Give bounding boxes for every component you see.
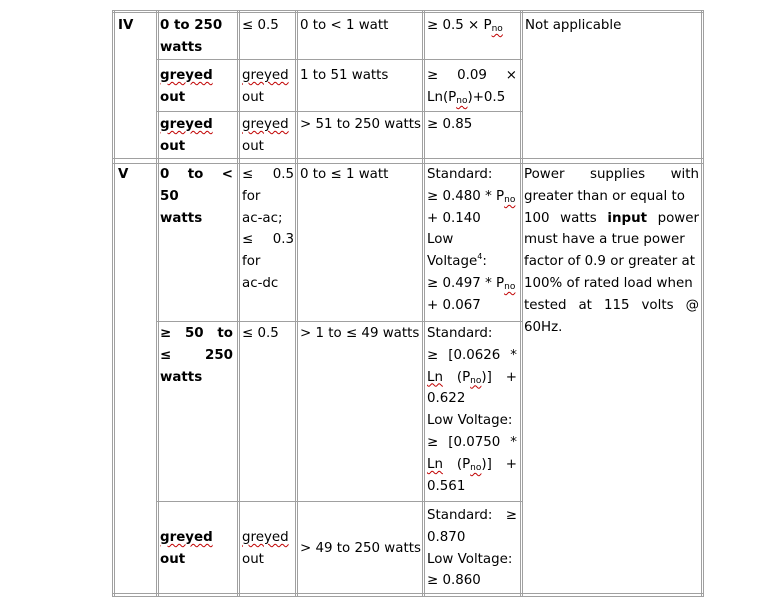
table-rule — [422, 10, 423, 597]
table-rule — [112, 593, 704, 594]
table-rule — [424, 10, 425, 597]
table-rule — [520, 10, 521, 597]
power-range-cell: ≥ 50 to ≤ 250 watts — [160, 326, 233, 385]
table-rule — [237, 10, 238, 597]
power-range-cell: greyed out — [160, 530, 213, 567]
tier-label: V — [118, 167, 129, 182]
notes-cell: Power supplies with greater than or equal to 100 watts input power must have a true power factor of 0.9 or greater at 100% of rated load when tested at 115 volts @ 60Hz. — [524, 167, 699, 335]
table-rule — [297, 10, 298, 597]
power-range-cell: greyed out — [160, 68, 213, 105]
table-rule — [112, 10, 113, 597]
table-rule — [522, 10, 523, 597]
power-range-cell: 0 to < 50 watts — [160, 167, 233, 226]
efficiency-cell: ≥ 0.85 — [427, 117, 473, 132]
table-rule — [703, 10, 704, 597]
efficiency-cell: Standard: ≥ $0.480 * P_{no}$ + 0.140 Low Voltage$^4$: ≥ $0.497 * P_{no}$ + 0.067 — [427, 167, 516, 313]
output-power-cell: > 51 to 250 watts — [300, 117, 421, 132]
output-power-cell: 0 to ≤ 1 watt — [300, 167, 389, 182]
no-load-cell: greyed out — [242, 117, 289, 154]
power-range-cell: 0 to 250 watts — [160, 18, 223, 55]
table-rule — [239, 10, 240, 597]
efficiency-cell: Standard: ≥ 0.870 Low Voltage: ≥ 0.860 — [427, 508, 517, 589]
table-rule — [295, 10, 296, 597]
output-power-cell: 0 to < 1 watt — [300, 18, 389, 33]
no-load-cell: greyed out — [242, 68, 289, 105]
table-rule — [156, 10, 157, 597]
table-rule — [701, 10, 702, 597]
table-rule — [158, 10, 159, 597]
table-rule — [156, 111, 522, 112]
efficiency-cell: ≥ $0.5 \times P_{no}$ — [427, 18, 503, 34]
no-load-cell: ≤ 0.5 — [242, 18, 279, 33]
efficiency-tier-table — [112, 10, 704, 597]
no-load-cell: ≤ 0.5 for ac-ac; ≤ 0.3 for ac-dc — [242, 167, 294, 291]
table-rule — [156, 59, 522, 60]
table-rule — [112, 10, 704, 11]
table-rule — [112, 12, 704, 13]
output-power-cell: 1 to 51 watts — [300, 68, 389, 83]
efficiency-cell: ≥ 0.09 × $Ln(P_{no})+0.5$ — [427, 68, 517, 106]
output-power-cell: > 1 to ≤ 49 watts — [300, 326, 420, 341]
table-rule — [114, 10, 115, 597]
table-rule — [112, 596, 704, 597]
table-rule — [156, 501, 522, 502]
tier-label: IV — [118, 18, 134, 33]
efficiency-cell: Standard: ≥ [0.0626 * Ln $(P_{no})$] + 0.622 Low Voltage: ≥ [0.0750 * Ln $(P_{no})$] + 0.561 — [427, 326, 517, 494]
notes-cell: Not applicable — [525, 18, 622, 33]
table-rule — [156, 321, 522, 322]
no-load-cell: greyed out — [242, 530, 289, 567]
output-power-cell: > 49 to 250 watts — [300, 541, 421, 556]
power-range-cell: greyed out — [160, 117, 213, 154]
no-load-cell: ≤ 0.5 — [242, 326, 279, 341]
